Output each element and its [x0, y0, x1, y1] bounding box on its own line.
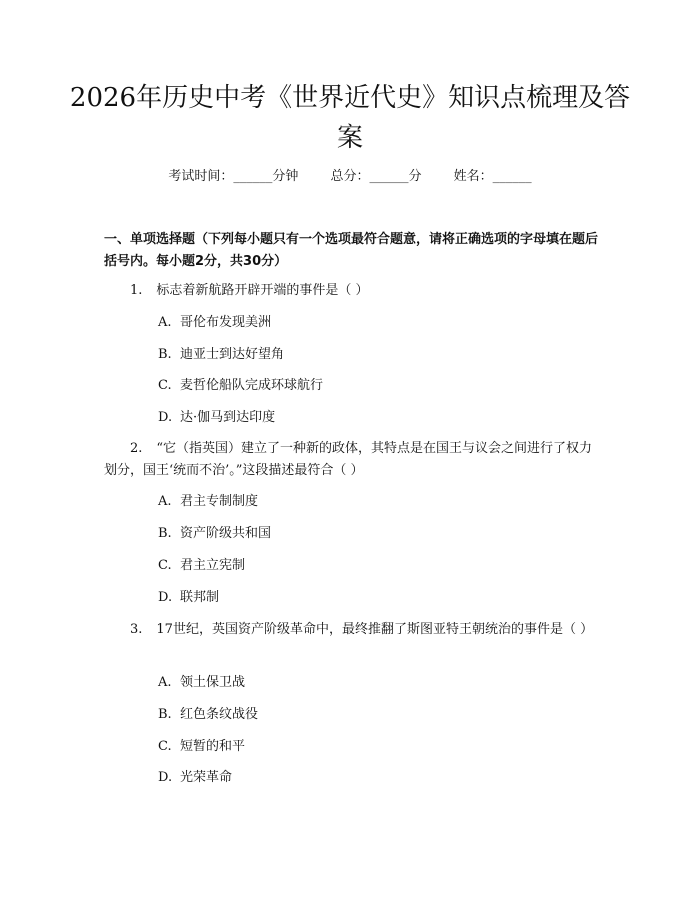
question-3-option-a — [158, 673, 245, 693]
option-letter: B. — [158, 347, 172, 362]
option-text: 哥伦布发现美洲 — [180, 315, 272, 330]
question-1-option-b — [158, 345, 284, 365]
option-letter: A. — [158, 315, 172, 330]
question-2-stem: “它（指英国）建立了一种新的政体，其特点是在国王与议会之间进行了权力划分，国王‘统而不治’。”这段描述最符合（ ） — [104, 441, 593, 478]
question-2-option-c — [158, 556, 245, 576]
option-letter: A. — [158, 494, 172, 509]
option-letter: C. — [158, 739, 172, 754]
question-1-option-a — [158, 313, 271, 333]
option-letter: C. — [158, 378, 172, 393]
page-title: 2026年历史中考《世界近代史》知识点梳理及答案 — [69, 83, 631, 153]
question-2-option-a — [158, 492, 258, 512]
option-text: 红色条纹战役 — [180, 707, 259, 722]
option-text: 君主立宪制 — [180, 558, 246, 573]
option-letter: D. — [158, 590, 173, 605]
question-1-stem: 标志着新航路开辟开端的事件是（ ） — [156, 283, 369, 298]
option-text: 联邦制 — [180, 590, 220, 605]
option-text: 君主专制制度 — [180, 494, 259, 509]
question-3-number: 3. — [130, 622, 143, 637]
option-text: 资产阶级共和国 — [180, 526, 272, 541]
option-text: 麦哲伦船队完成环球航行 — [180, 378, 324, 393]
option-text: 光荣革命 — [180, 770, 233, 785]
question-1-number: 1. — [130, 283, 143, 298]
question-1-option-d — [158, 408, 275, 428]
question-3-stem: 17世纪，英国资产阶级革命中，最终推翻了斯图亚特王朝统治的事件是（ ） — [156, 622, 594, 637]
question-2-number: 2. — [130, 441, 143, 456]
exam-time: 考试时间：______分钟 — [168, 169, 299, 184]
exam-info — [0, 167, 700, 187]
question-1-option-c — [158, 376, 323, 396]
question-3 — [104, 619, 604, 641]
option-letter: D. — [158, 770, 173, 785]
section-heading: 一、单项选择题（下列每小题只有一个选项最符合题意，请将正确选项的字母填在题后括号内。每小题2分，共30分） — [104, 232, 599, 269]
question-3-option-d — [158, 768, 232, 788]
option-letter: A. — [158, 675, 172, 690]
student-name: 姓名：______ — [453, 169, 532, 184]
question-3-option-b — [158, 705, 258, 725]
question-3-option-c — [158, 737, 245, 757]
option-letter: D. — [158, 410, 173, 425]
exam-score: 总分：______分 — [330, 169, 422, 184]
option-letter: B. — [158, 707, 172, 722]
option-text: 短暂的和平 — [180, 739, 246, 754]
question-1 — [104, 280, 604, 302]
question-2 — [104, 438, 604, 482]
option-text: 迪亚士到达好望角 — [180, 347, 285, 362]
option-letter: B. — [158, 526, 172, 541]
option-letter: C. — [158, 558, 172, 573]
option-text: 达·伽马到达印度 — [180, 410, 276, 425]
question-2-option-b — [158, 524, 271, 544]
option-text: 领土保卫战 — [180, 675, 246, 690]
question-2-option-d — [158, 588, 219, 608]
